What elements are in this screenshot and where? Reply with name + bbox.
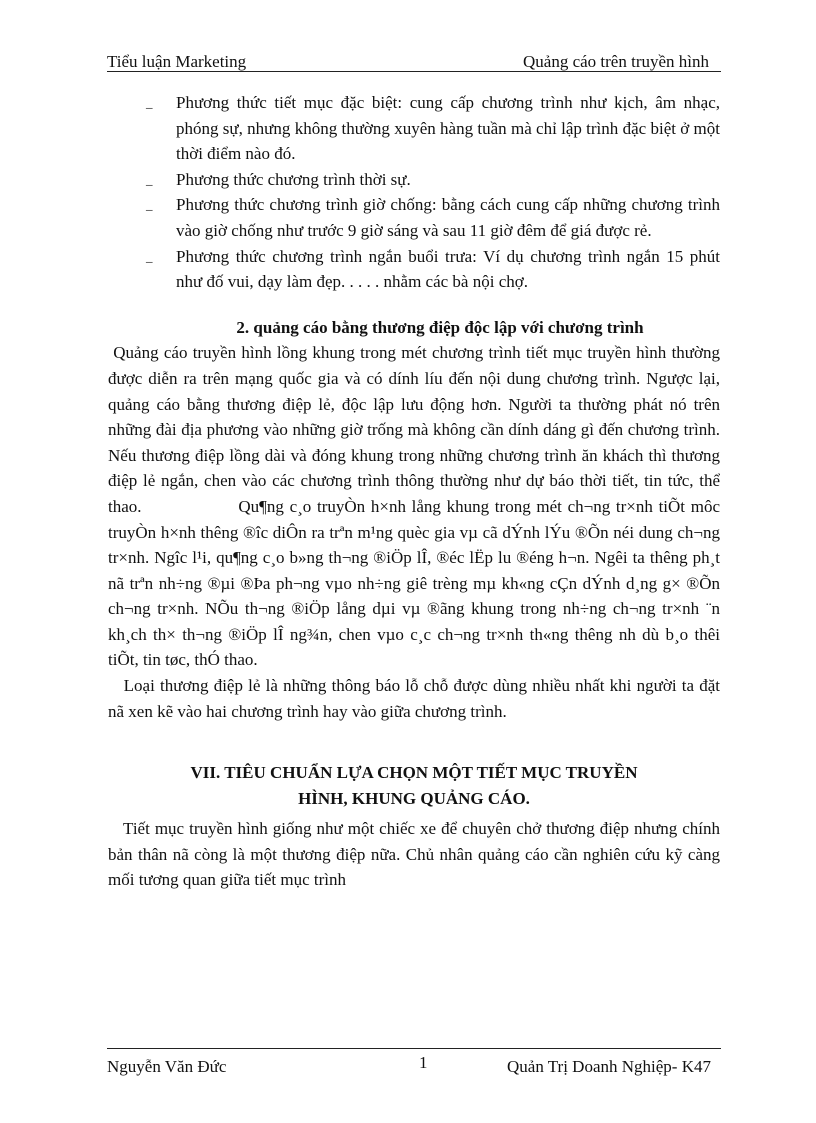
chapter-heading-line: VII. TIÊU CHUẨN LỰA CHỌN MỘT TIẾT MỤC TRUYỀN (190, 763, 638, 783)
bullet-dash-icon: _ (146, 248, 153, 264)
footer-author: Nguyễn Văn Đức (107, 1057, 227, 1076)
bullet-text: Phương thức chương trình ngắn buổi trưa: Ví dụ chương trình ngắn 15 phút như đố vui, dạy làm đẹp. . . . . nhằm các bà nội chợ. (176, 246, 720, 292)
header-title-right: Quảng cáo trên truyền hình (523, 52, 709, 71)
body-paragraph: Tiết mục truyền hình giống như một chiếc xe để chuyên chở thương điệp nhưng chính bản thân nã còng là một thương điệp nữa. Chủ nhân quảng cáo cần nghiên cứu kỹ càng mối tương quan giữa tiết mục trình (108, 819, 725, 890)
bullet-text: Phương thức tiết mục đặc biệt: cung cấp chương trình như kịch, âm nhạc, phóng sự, nhưng không thường xuyên hàng tuần mà chỉ lập trình đặc biệt ở một thời điểm nào đó. (176, 93, 720, 164)
body-paragraph: Loại thương điệp lẻ là những thông báo lỗ chỗ được dùng nhiều nhất khi người ta đặt nã xen kẽ vào hai chương trình hay vào giữa chương trình. (108, 676, 725, 721)
footer-class: Quản Trị Doanh Nghiệp- K47 (507, 1057, 711, 1076)
page-number: 1 (419, 1053, 428, 1072)
bullet-dash-icon: _ (146, 171, 153, 187)
page-header (107, 44, 721, 72)
bullet-dash-icon: _ (146, 197, 153, 213)
page-footer (107, 1048, 721, 1079)
chapter-heading-line: HÌNH, KHUNG QUẢNG CÁO. (298, 789, 530, 809)
section-heading: 2. quảng cáo bằng thương điệp độc lập với chương trình (236, 317, 644, 337)
header-title-left: Tiểu luận Marketing (107, 52, 247, 71)
page-content (108, 90, 725, 893)
bullet-dash-icon: _ (146, 95, 153, 110)
bullet-item (146, 192, 720, 243)
bullet-item (146, 244, 720, 295)
chapter-heading (108, 760, 720, 812)
bullet-item (146, 167, 720, 193)
bullet-text: Phương thức chương trình giờ chống: bằng cách cung cấp những chương trình vào giờ chống như trước 9 giờ sáng và sau 11 giờ đêm để giá được rẻ. (176, 195, 720, 240)
bullet-item (146, 90, 720, 167)
bullet-text: Phương thức chương trình thời sự. (176, 169, 411, 189)
body-paragraph: Quảng cáo truyền hình lồng khung trong mét chương trình tiết mục truyền hình thường được diễn ra trên mạng quốc gia và có dính líu đến nội dung chương trình. Ngược lại, quảng cáo bằng thương điệp lẻ, độc lập lưu động hơn. Người ta thường phát nó trên những đài địa phương vào những giờ trống mà không cần dính dáng gì đến chương trình. Nếu thương điệp lồng dài và đóng khung trong những chương trình ăn khách thì thương điệp lẻ ngắn, chen vào các chương trình thông thường như dự báo thời tiết, tin tức, thể thao. Qu¶ng c¸o truyÒn h×nh lång khung trong mét ch¬ng tr×nh tiÕt môc truyÒn h×nh thêng ®îc diÔn ra trªn m¹ng quèc gia vµ cã dÝnh lÝu ®Õn néi dung ch¬ng tr×nh. Ngîc l¹i, qu¶ng c¸o b»ng th¬ng ®iÖp lÎ, ®éc lËp lu ®éng h¬n. Ngêi ta thêng ph¸t nã trªn nh÷ng ®µi ®Þa ph¬ng vµo nh÷ng giê trèng mµ kh«ng cÇn dÝnh d¸ng g× ®Õn ch¬ng tr×nh. NÕu th¬ng ®iÖp lång dµi vµ ®ãng khung trong nh÷ng ch¬ng tr×nh ¨n kh¸ch th× th¬ng ®iÖp lÎ ng¾n, chen vµo c¸c ch¬ng tr×nh th«ng thêng nh dù b¸o thêi tiÕt, tin tøc, thÓ thao. (108, 343, 725, 670)
